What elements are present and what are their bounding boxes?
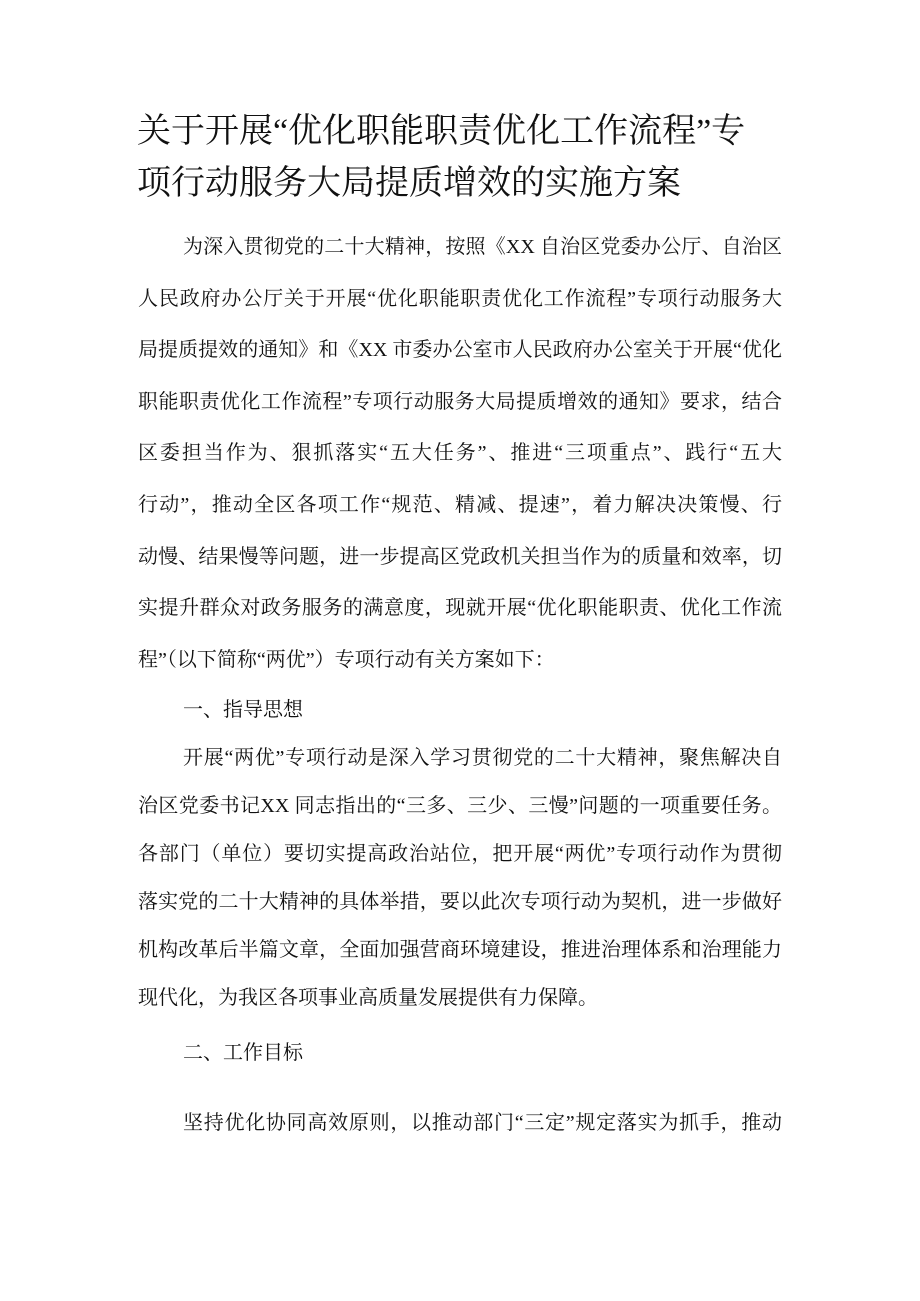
paragraph-line: 机构改革后半篇文章，全面加强营商环境建设，推进治理体系和治理能力 [138, 939, 782, 961]
section-heading-text: 一、指导思想 [183, 699, 303, 721]
paragraph-line: 区委担当作为、狠抓落实“五大任务”、推进“三项重点”、践行“五大 [138, 442, 782, 465]
paragraph-line: 现代化，为我区各项事业高质量发展提供有力保障。 [138, 987, 598, 1009]
paragraph-line: 行动”，推动全区各项工作“规范、精减、提速”，着力解决决策慢、行 [138, 493, 782, 516]
title-line: 关于开展“优化职能职责优化工作流程”专 [137, 113, 746, 150]
paragraph-line: 治区党委书记XX 同志指出的“三多、三少、三慢”问题的一项重要任务。 [138, 795, 782, 817]
paragraph-line: 坚持优化协同高效原则，以推动部门“三定”规定落实为抓手，推动 [183, 1112, 782, 1134]
work-goals-paragraph [138, 1099, 782, 1147]
paragraph-line: 各部门（单位）要切实提高政治站位，把开展“两优”专项行动作为贯彻 [138, 843, 782, 865]
guiding-thought-paragraph [138, 734, 782, 1022]
paragraph-line: 职能职责优化工作流程”专项行动服务大局提质增效的通知》要求，结合 [138, 390, 782, 413]
intro-paragraph [138, 222, 782, 686]
paragraph-line: 为深入贯彻党的二十大精神，按照《XX 自治区党委办公厅、自治区 [183, 236, 782, 258]
paragraph-line: 落实党的二十大精神的具体举措，要以此次专项行动为契机，进一步做好 [138, 891, 782, 913]
paragraph-line: 动慢、结果慢等问题，进一步提高区党政机关担当作为的质量和效率，切 [138, 545, 782, 568]
section-heading-guiding-thought [138, 686, 782, 734]
paragraph-line: 程”（以下简称“两优”）专项行动有关方案如下： [138, 648, 555, 671]
title-line: 项行动服务大局提质增效的实施方案 [137, 165, 681, 202]
document-title [137, 106, 797, 210]
section-heading-work-goals [138, 1029, 782, 1077]
paragraph-line: 人民政府办公厅关于开展“优化职能职责优化工作流程”专项行动服务大 [138, 287, 782, 310]
paragraph-line: 开展“两优”专项行动是深入学习贯彻党的二十大精神，聚焦解决自 [183, 747, 782, 769]
section-heading-text: 二、工作目标 [183, 1042, 303, 1064]
paragraph-line: 局提质提效的通知》和《XX 市委办公室市人民政府办公室关于开展“优化 [138, 339, 782, 362]
paragraph-line: 实提升群众对政务服务的满意度，现就开展“优化职能职责、优化工作流 [138, 597, 782, 620]
